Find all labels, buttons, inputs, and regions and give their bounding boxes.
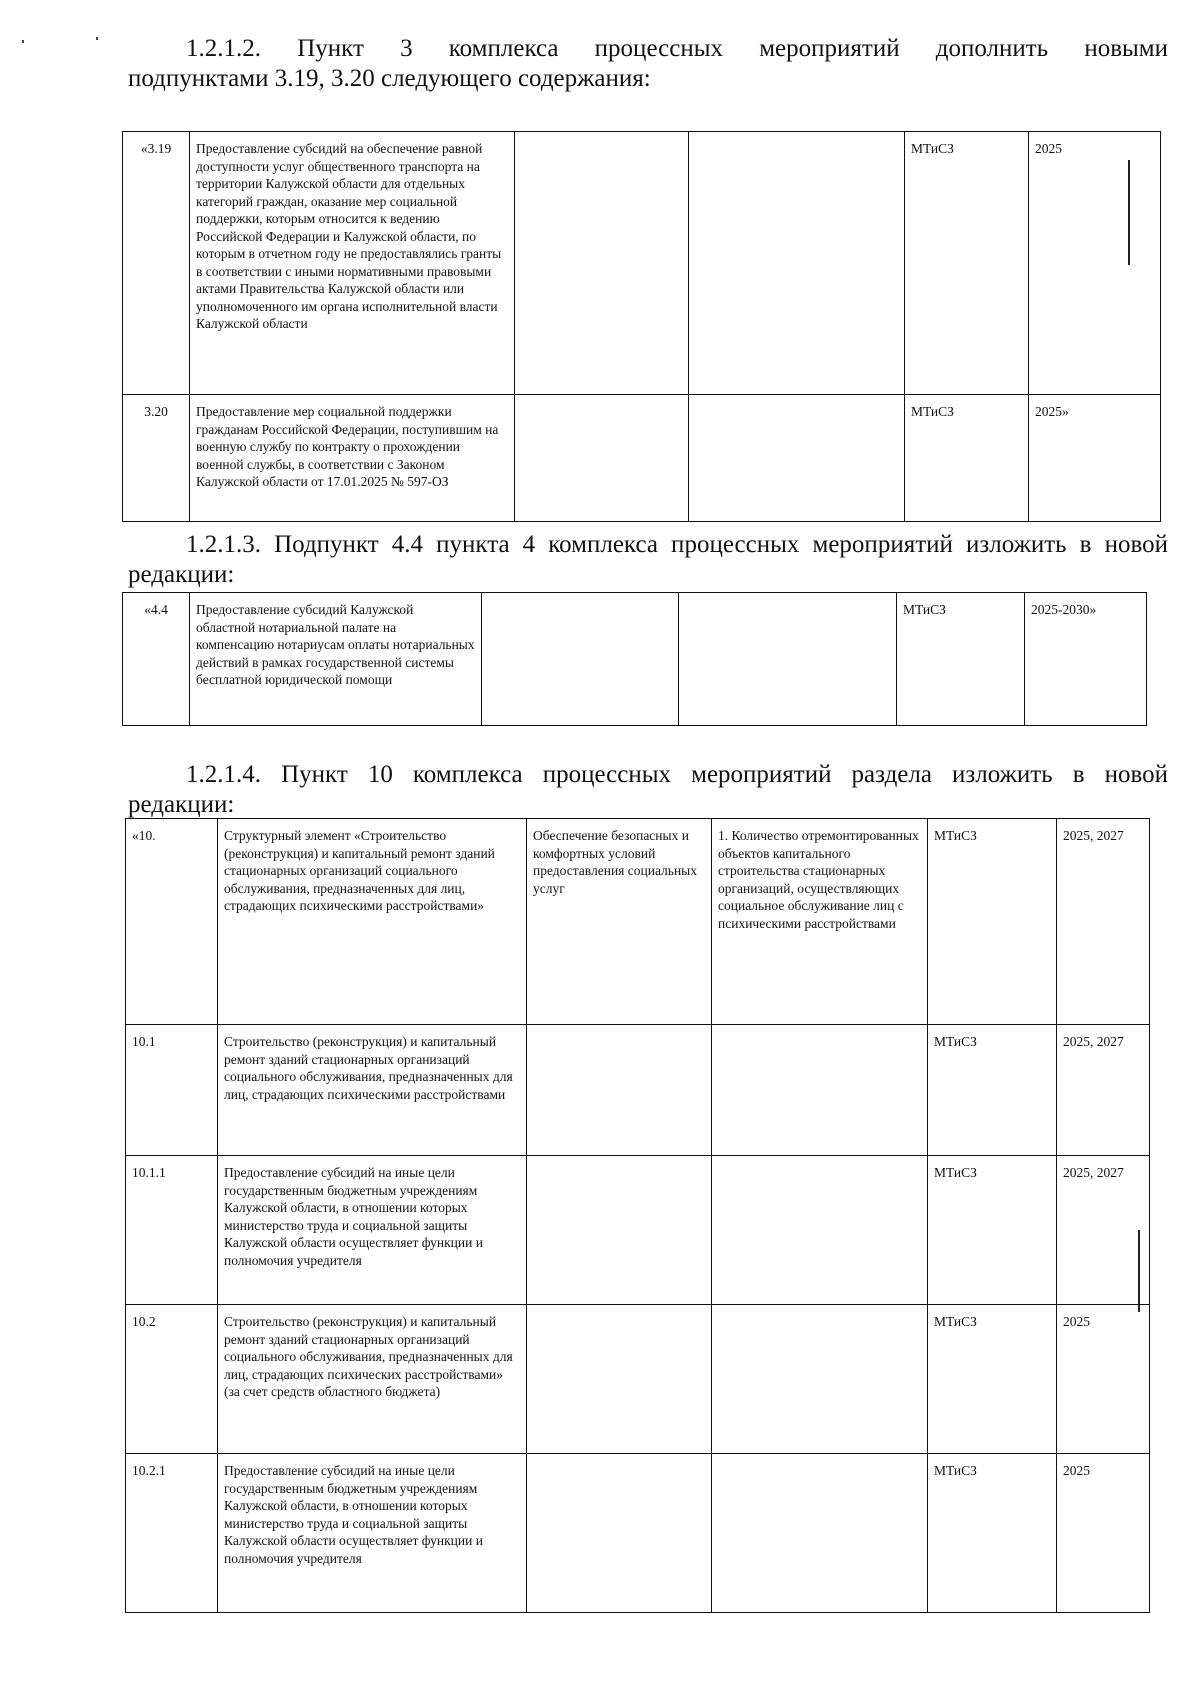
paragraph-1-2-1-2	[128, 34, 1168, 94]
item-task	[527, 1156, 712, 1305]
item-number: «3.19	[123, 132, 190, 395]
item-description: Предоставление субсидий Калужской областной нотариальной палате на компенсацию нотариусам оплаты нотариальных действий в рамках государственной системы бесплатной юридической помощи	[190, 593, 482, 726]
item-years: 2025	[1057, 1305, 1150, 1454]
item-description: Предоставление мер социальной поддержки гражданам Российской Федерации, поступившим на военную службу по контракту о прохождении военной службы, в соответствии с Законом Калужской области от 17.01.2025 № 597-ОЗ	[190, 395, 515, 522]
scan-mark	[1138, 1230, 1140, 1312]
item-task: Обеспечение безопасных и комфортных условий предоставления социальных услуг	[527, 819, 712, 1025]
table-row	[126, 1305, 1150, 1454]
item-responsible: МТиСЗ	[928, 1305, 1057, 1454]
item-task	[527, 1454, 712, 1613]
table-items-3-19-3-20	[122, 131, 1161, 522]
table-row	[126, 819, 1150, 1025]
paragraph-line: редакции:	[128, 561, 235, 588]
item-task	[527, 1305, 712, 1454]
item-result	[712, 1025, 928, 1156]
item-description: Предоставление субсидий на иные цели государственным бюджетным учреждениям Калужской области, в отношении которых министерство труда и социальной защиты Калужской области осуществляет функции и полномочия учредителя	[218, 1454, 527, 1613]
item-years: 2025, 2027	[1057, 1156, 1150, 1305]
table-item-10	[125, 818, 1150, 1613]
scan-mark	[1128, 160, 1130, 265]
item-years: 2025	[1057, 1454, 1150, 1613]
item-number: 10.1.1	[126, 1156, 218, 1305]
table-row	[126, 1454, 1150, 1613]
table-row	[123, 593, 1147, 726]
item-responsible: МТиСЗ	[905, 132, 1029, 395]
paragraph-line: подпунктами 3.19, 3.20 следующего содержания:	[128, 65, 651, 92]
item-description: Структурный элемент «Строительство (реконструкция) и капитальный ремонт зданий стационарных организаций социального обслуживания, предназначенных для лиц, страдающих психическими расстройствами»	[218, 819, 527, 1025]
item-result	[689, 395, 905, 522]
table-row	[126, 1156, 1150, 1305]
item-years: 2025	[1029, 132, 1161, 395]
table-row	[123, 395, 1161, 522]
item-task	[515, 132, 689, 395]
item-number: 10.1	[126, 1025, 218, 1156]
scan-speck	[96, 37, 98, 40]
item-number: 10.2	[126, 1305, 218, 1454]
scan-speck	[22, 40, 24, 43]
item-number: 10.2.1	[126, 1454, 218, 1613]
paragraph-line: редакции:	[128, 791, 235, 818]
item-result	[712, 1156, 928, 1305]
item-number: «4.4	[123, 593, 190, 726]
item-years: 2025-2030»	[1025, 593, 1147, 726]
item-task	[515, 395, 689, 522]
item-result	[712, 1305, 928, 1454]
item-result	[712, 1454, 928, 1613]
item-task	[482, 593, 679, 726]
table-row	[126, 1025, 1150, 1156]
table-item-4-4	[122, 592, 1147, 726]
paragraph-line: 1.2.1.4. Пункт 10 комплекса процессных мероприятий раздела изложить в новой	[186, 761, 1168, 788]
paragraph-1-2-1-3	[128, 530, 1168, 590]
table-row	[123, 132, 1161, 395]
item-responsible: МТиСЗ	[928, 1454, 1057, 1613]
paragraph-line: 1.2.1.3. Подпункт 4.4 пункта 4 комплекса процессных мероприятий изложить в новой	[186, 531, 1168, 558]
item-description: Строительство (реконструкция) и капитальный ремонт зданий стационарных организаций социального обслуживания, предназначенных для лиц, страдающих психическими расстройствами	[218, 1025, 527, 1156]
item-description: Предоставление субсидий на иные цели государственным бюджетным учреждениям Калужской области, в отношении которых министерство труда и социальной защиты Калужской области осуществляет функции и полномочия учредителя	[218, 1156, 527, 1305]
item-responsible: МТиСЗ	[928, 1156, 1057, 1305]
item-result: 1. Количество отремонтированных объектов капитального строительства стационарных организаций, осуществляющих социальное обслуживание лиц с психическими расстройствами	[712, 819, 928, 1025]
paragraph-line: 1.2.1.2. Пункт 3 комплекса процессных мероприятий дополнить новыми	[186, 35, 1168, 62]
item-number: «10.	[126, 819, 218, 1025]
item-description: Предоставление субсидий на обеспечение равной доступности услуг общественного транспорта на территории Калужской области для отдельных категорий граждан, оказание мер социальной поддержки, которым относится к ведению Российской Федерации и Калужской области, по которым в отчетном году не предоставлялись гранты в соответствии с иными нормативными правовыми актами Правительства Калужской области или уполномоченного им органа исполнительной власти Калужской области	[190, 132, 515, 395]
item-result	[679, 593, 897, 726]
item-responsible: МТиСЗ	[928, 819, 1057, 1025]
item-responsible: МТиСЗ	[905, 395, 1029, 522]
item-description: Строительство (реконструкция) и капитальный ремонт зданий стационарных организаций социального обслуживания, предназначенных для лиц, страдающих психических расстройствами» (за счет средств областного бюджета)	[218, 1305, 527, 1454]
item-years: 2025»	[1029, 395, 1161, 522]
paragraph-1-2-1-4	[128, 760, 1168, 820]
item-responsible: МТиСЗ	[897, 593, 1025, 726]
item-number: 3.20	[123, 395, 190, 522]
item-task	[527, 1025, 712, 1156]
item-responsible: МТиСЗ	[928, 1025, 1057, 1156]
item-years: 2025, 2027	[1057, 819, 1150, 1025]
item-result	[689, 132, 905, 395]
item-years: 2025, 2027	[1057, 1025, 1150, 1156]
